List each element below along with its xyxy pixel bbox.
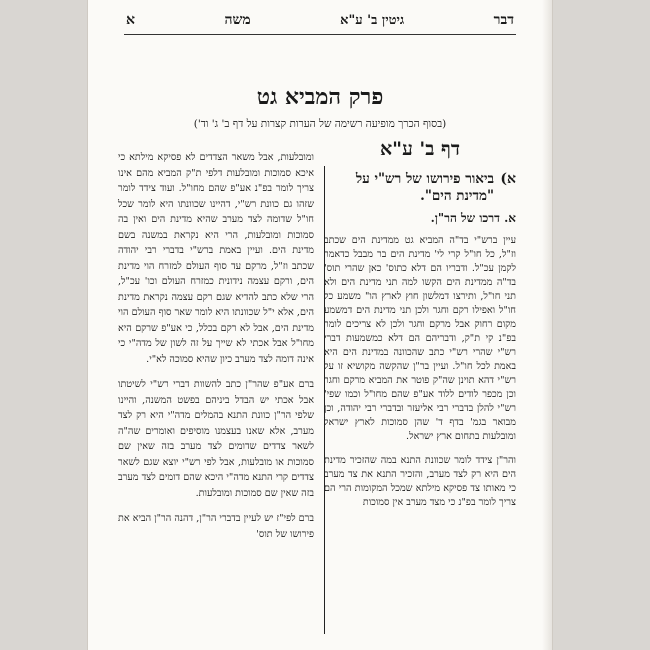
chapter-note: (בסוף הכרך מופיעה רשימה של הערות קצרות על דף ב' ג' וד') [193, 118, 447, 130]
running-head [126, 8, 514, 32]
header-rule [124, 34, 516, 35]
right-column [324, 138, 516, 520]
section-title: ביאור פירושו של רש"י על "מדינת הים". [355, 171, 494, 204]
right-paragraph-1: עיין ברש"י בד"ה המביא גט ממדינת הים שכתב וז"ל, כל חו"ל קרי לי' מדינת הים בר מבבל כדאמר לקמן עכ"ל. ודבריו הם דלא כתוס' כאן שהרי תוס' בד"ה ממדינת הים הקשו למה תני מדינת הים ולא תני חו"ל, ותירצו דמלשון חוץ לארץ הו" משמע כל חו"ל ואפילו רקם וחגר ולכן תני מדינת הים דמשמע מקום רחוק אבל מרקם וחגר ולכן לא צריכים לומר בפ"נ קי ת"ק, ודבריהם הם דלא כמשמעות דברי רש"י שהרי רש"י כתב שהכוונה במדינת הים היא באמת לכל חו"ל. ועיין בר"ן שהקשה מקושיא זו על רש"י דהא תוינן שה"ק פוטר את המביא מרקם וחגר וכן מכפר לודים ללוד אע"פ שהם מחו"ל וכמו שפי' רש"י להלן בדברי רבי אליעזר ובדברי רבי יהודה, וכן מבואר בגמ' בדף ד' שהן סמוכות לארץ ישראל ומובלעות בתחום ארץ ישראל. [324, 235, 516, 442]
book-page [88, 0, 552, 650]
running-head-left-word: משה [224, 11, 251, 28]
left-paragraph-3: ברם לפי"ז יש לעיין בדברי הר"ן, דהנה הר"ן הביא את פירושו של תוס' [118, 513, 314, 540]
running-head-left-letter: א [126, 11, 135, 28]
running-head-reference: גיטין ב' ע"א [340, 13, 405, 28]
daf-title: דף ב' ע"א [379, 138, 461, 160]
subsection-title: א. דרכו של הר"ן. [430, 211, 516, 225]
running-head-right: דבר [493, 11, 514, 28]
section-heading [324, 171, 516, 205]
left-paragraph-1: ומובלעות, אבל משאר הצדדים לא פסיקא מילתא כי איכא סמוכות ומובלעות דלפי ת"ק המביא מהם אינו צריך לומר בפ"נ אע"פ שהם מחו"ל. ועוד צידד לומר שזהו גם כוונת רש"י, דהיינו שכוונתו היא לומר שכל חו"ל שדומה לצד מערב שהיא מדינת הים ואין בה סמוכות ומובלעות, הרי היא נקראת במשנה בשם מדינת הים. ועיין באמת ברש"י בדברי רבי יהודה שכתב וז"ל, מרקם עד סוף העולם למזרח הוי מדינת הים, ורקם עצמה נידונית כמזרח העולם וכו' עכ"ל, הרי שלא כתב להדיא שגם רקם עצמה נקראת מדינת הים, אלא י"ל שכוונתו היא לומר שאר סוף העולם הוי מדינת הים, אבל לא רקם בכלל, כי אע"פ שרקם היא מחו"ל אבל אכתי לא שייך על זה לשון של מדה"י כי אינה דומה לצד מערב כיון שהיא סמוכה לא"י. [118, 152, 314, 365]
left-paragraph-2: ברם אע"פ שהר"ן כתב להשוות דברי רש"י לשיטתו אבל אכתי יש הבדל ביניהם בפשט המשנה, והיינו שלפי הר"ן כוונת התנא בהמלים מדה"י היא רק לצד מערב, אלא שאנו בעצמנו מוסיפים ואומרים שה"ה לשאר צדדים שדומים לצד מערב בזה שאין שם סמוכות או מובלעות, אבל לפי רש"י יוצא שגם לשאר צדדים קרי התנא מדה"י היכא שהם דומים לצד מערב בזה שאין שם סמוכות ומובלעות. [118, 379, 314, 499]
left-column [118, 150, 314, 552]
column-divider [324, 166, 325, 634]
section-number: א) [500, 171, 516, 187]
right-paragraph-2: והר"ן צידד לומר שכוונת התנא במה שהזכיר מדינת הים היא רק לצד מערב, והזכיר התנא את צד מערב כי מאותו צד פסיקא מילתא שמכל המקומות הרי הם צריך לומר בפ"נ כי מצד מערב אין סמוכות [324, 455, 516, 508]
chapter-title: פרק המביא גט [256, 84, 384, 110]
